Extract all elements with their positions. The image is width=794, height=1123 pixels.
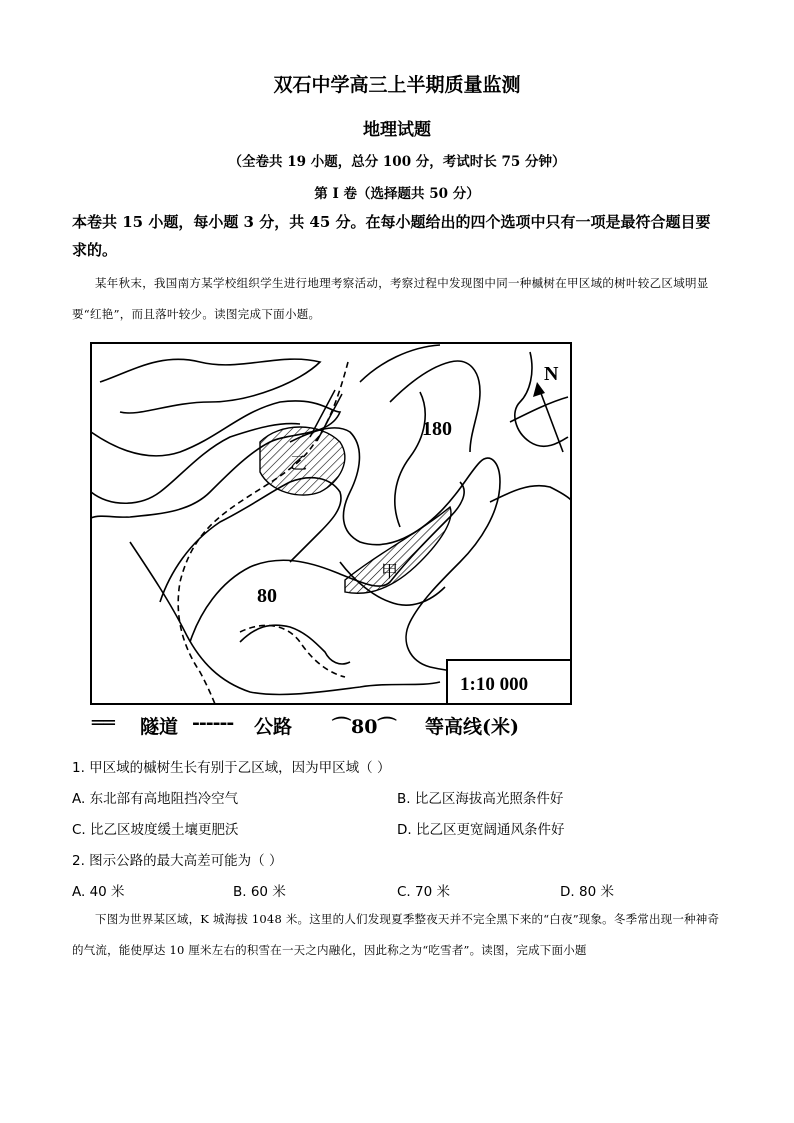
subject-title: 地理试题 (363, 120, 431, 140)
tunnel-legend-label: 隧道 (140, 716, 179, 738)
part-heading: 第 I 卷（选择题共 50 分） (314, 186, 480, 202)
question-1-stem: 1. 甲区域的槭树生长有别于乙区域，因为甲区域（ ） (72, 760, 391, 776)
exam-note: （全卷共 19 小题，总分 100 分，考试时长 75 分钟） (228, 154, 566, 170)
road-symbol: ------ (192, 712, 234, 734)
contour-label-80: 80 (257, 585, 277, 607)
question-2-option-c[interactable]: C. 70 米 (397, 884, 450, 900)
question-intro: 某年秋末，我国南方某学校组织学生进行地理考察活动，考察过程中发现图中同一种槭树在甲区域的树叶较乙区域明显要“红艳”，而且落叶较少。读图完成下面小题。 (72, 276, 709, 321)
road-legend-label: 公路 (254, 716, 293, 738)
question-2-option-a[interactable]: A. 40 米 (72, 884, 125, 900)
region-jia-label: 甲 (381, 562, 398, 582)
question-1-option-d[interactable]: D. 比乙区更宽阔通风条件好 (397, 822, 565, 838)
tunnel-symbol: ══ (92, 712, 115, 734)
contour-label-180: 180 (422, 418, 452, 440)
question-intro-2: 下图为世界某区域，K 城海拔 1048 米。这里的人们发现夏季整夜天并不完全黑下来的“白夜”现象。冬季常出现一种神奇的气流，能使厚达 10 厘米左右的积雪在一天之内融化，因此称之为“吃雪者”。读图，完成下面小题 (72, 912, 720, 957)
question-1-option-b[interactable]: B. 比乙区海拔高光照条件好 (397, 791, 564, 807)
north-label: N (544, 363, 559, 385)
question-2-option-d[interactable]: D. 80 米 (560, 884, 614, 900)
contour-legend-label: 等高线(米) (425, 716, 519, 738)
contour-map (90, 342, 572, 706)
region-yi-label: 乙 (290, 454, 307, 474)
scale-text: 1:10 000 (460, 674, 529, 695)
exam-title: 双石中学高三上半期质量监测 (273, 74, 521, 96)
question-2-option-b[interactable]: B. 60 米 (233, 884, 286, 900)
contour-symbol: ⌒80⌒ (332, 716, 397, 738)
section-instructions: 本卷共 15 小题，每小题 3 分，共 45 分。在每小题给出的四个选项中只有一项是最符合题目要求的。 (72, 213, 711, 259)
question-2-stem: 2. 图示公路的最大高差可能为（ ） (72, 853, 283, 869)
question-1-option-a[interactable]: A. 东北部有高地阻挡冷空气 (72, 791, 239, 807)
question-1-option-c[interactable]: C. 比乙区坡度缓土壤更肥沃 (72, 822, 239, 838)
